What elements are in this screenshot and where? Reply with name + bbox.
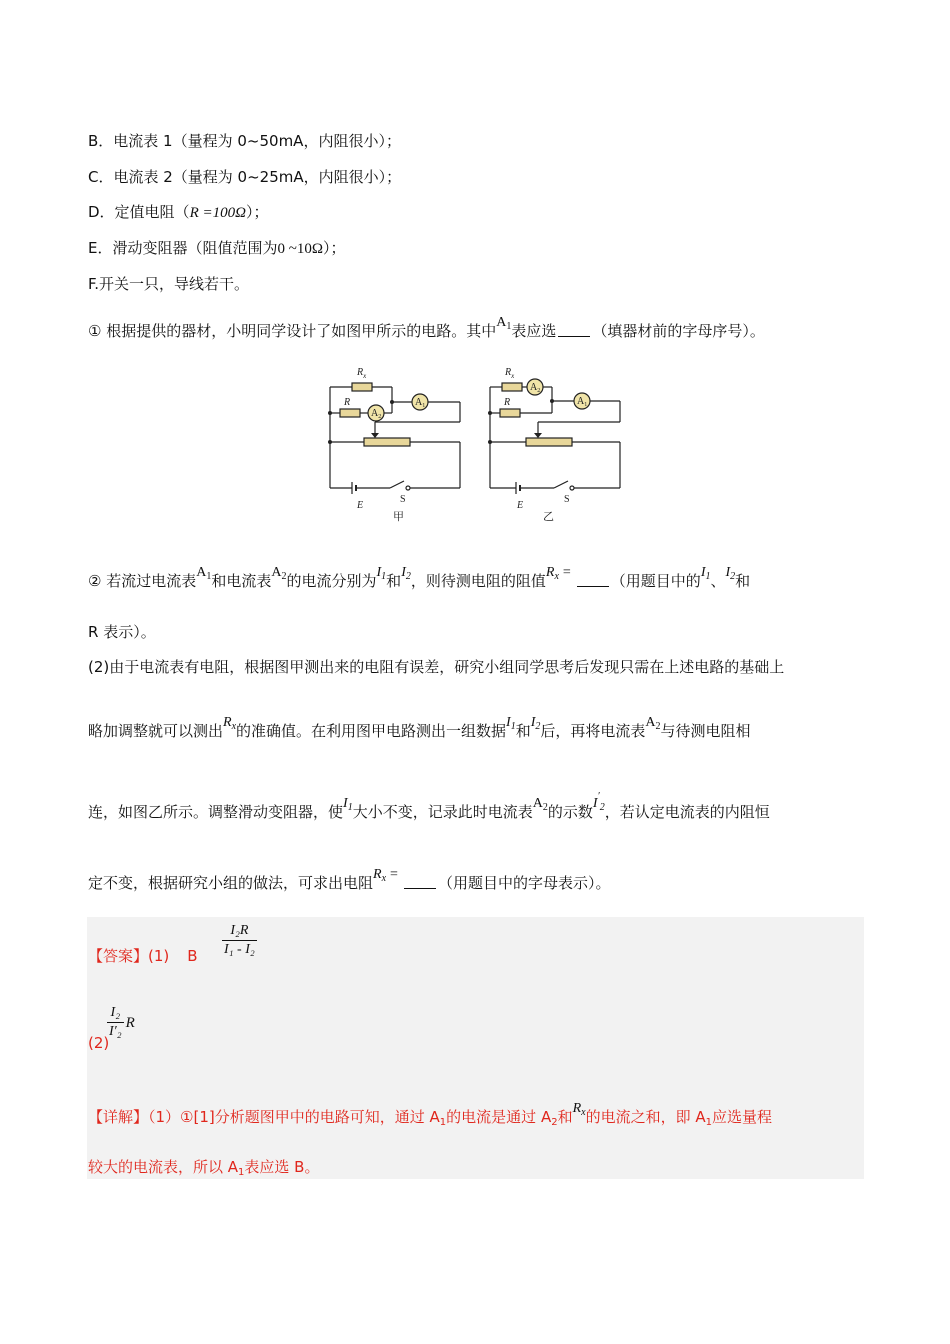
detail-tag: 【详解】 bbox=[88, 1108, 149, 1126]
question-2: ② 若流过电流表$A_1$和电流表$A_2$的电流分别为$I_1$和$I_2$，则待测电阻的阻值$R_x$ = （用题目中的$I_1$、$I_2$和 bbox=[88, 565, 751, 590]
part-2-line-3: 连，如图乙所示。调整滑动变阻器，使$I_1$大小不变，记录此时电流表$A_2$的示数$I'_2$，若认定电流表的内阻恒 bbox=[88, 791, 770, 821]
label-e-left: E bbox=[357, 500, 364, 511]
symbol-rx: $R_x$ bbox=[545, 565, 559, 582]
q1-text: ① 根据提供的器材，小明同学设计了如图甲所示的电路。其中 bbox=[88, 322, 497, 340]
option-e bbox=[88, 238, 346, 259]
q1-text-2: 表应选 bbox=[511, 322, 557, 340]
option-d-close: ）； bbox=[245, 203, 269, 221]
option-e-text: E．滑动变阻器（阻值范围为 bbox=[88, 239, 278, 257]
option-e-close: ）； bbox=[323, 239, 346, 257]
label-a1-left: $A_1$ bbox=[415, 397, 426, 409]
option-c: C．电流表 2（量程为 0~25mA，内阻很小）； bbox=[88, 168, 402, 186]
answer-box bbox=[87, 917, 864, 1179]
answer-line-1: 【答案】(1) B bbox=[88, 947, 198, 965]
label-a1-right: $A_1$ bbox=[577, 396, 588, 408]
answer-fraction-2: $\frac{\text{I₂}}{\text{I′₂}}$ R bbox=[109, 1005, 135, 1039]
q1-symbol: $A_1$ bbox=[496, 315, 512, 332]
detail-line-1: 【详解】（1）①[1]分析题图甲中的电路可知，通过 $A_1$的电流是通过 $A_2$和$R_x$的电流之和，即 $A_1$应选量程 bbox=[88, 1101, 773, 1128]
answer-line-2: (2) bbox=[88, 1034, 110, 1052]
option-d bbox=[88, 202, 268, 223]
q1-blank bbox=[558, 322, 590, 337]
option-b: B．电流表 1（量程为 0~50mA，内阻很小）； bbox=[88, 132, 401, 150]
label-a2-left: $A_2$ bbox=[371, 408, 382, 420]
p2-blank bbox=[404, 874, 436, 889]
option-e-value: 0 ~10Ω bbox=[277, 241, 323, 257]
question-1 bbox=[88, 315, 765, 347]
label-rx-left: $R_x$ bbox=[357, 367, 367, 380]
detail-line-2: 较大的电流表，所以 $A_1$表应选 B。 bbox=[88, 1158, 320, 1178]
label-r-left: R bbox=[344, 397, 351, 408]
caption-yi: 乙 bbox=[543, 511, 554, 523]
q2-blank bbox=[577, 572, 609, 587]
label-s-right: S bbox=[564, 494, 570, 505]
option-d-text: D．定值电阻（ bbox=[88, 203, 190, 221]
answer-tag: 【答案】 bbox=[88, 947, 149, 965]
circuit-figure bbox=[320, 360, 640, 528]
label-rx-right: $R_x$ bbox=[505, 367, 515, 380]
answer-fraction-1: $\frac{\text{I₂R}}{\text{I₁ - I₂}}$ bbox=[224, 923, 255, 957]
label-a2-right: $A_2$ bbox=[530, 382, 541, 394]
ammeter-a1-symbol: $A_1$ bbox=[196, 565, 212, 582]
question-2-line-2: R 表示）。 bbox=[88, 623, 156, 641]
part-2-line-2: 略加调整就可以测出$R_x$的准确值。在利用图甲电路测出一组数据$I_1$和$I_2$后，再将电流表$A_2$与待测电阻相 bbox=[88, 715, 751, 740]
option-d-value: R =100Ω bbox=[189, 205, 246, 221]
q1-text-3: （填器材前的字母序号）。 bbox=[592, 322, 765, 340]
symbol-i1: $I_1$ bbox=[376, 565, 387, 582]
part-2-line-4: 定不变，根据研究小组的做法，可求出电阻$R_x$ = （用题目中的字母表示）。 bbox=[88, 867, 611, 892]
option-f: F.开关一只，导线若干。 bbox=[88, 275, 249, 293]
label-r-right: R bbox=[504, 397, 511, 408]
answer-choice: B bbox=[187, 947, 198, 965]
ammeter-a2-symbol: $A_2$ bbox=[271, 565, 287, 582]
part-2-line-1: (2)由于电流表有电阻，根据图甲测出来的电阻有误差，研究小组同学思考后发现只需在上述电路的基础上 bbox=[88, 658, 785, 676]
label-s-left: S bbox=[400, 494, 406, 505]
symbol-i2: $I_2$ bbox=[401, 565, 411, 582]
label-e-right: E bbox=[517, 500, 524, 511]
caption-jia: 甲 bbox=[393, 511, 404, 523]
